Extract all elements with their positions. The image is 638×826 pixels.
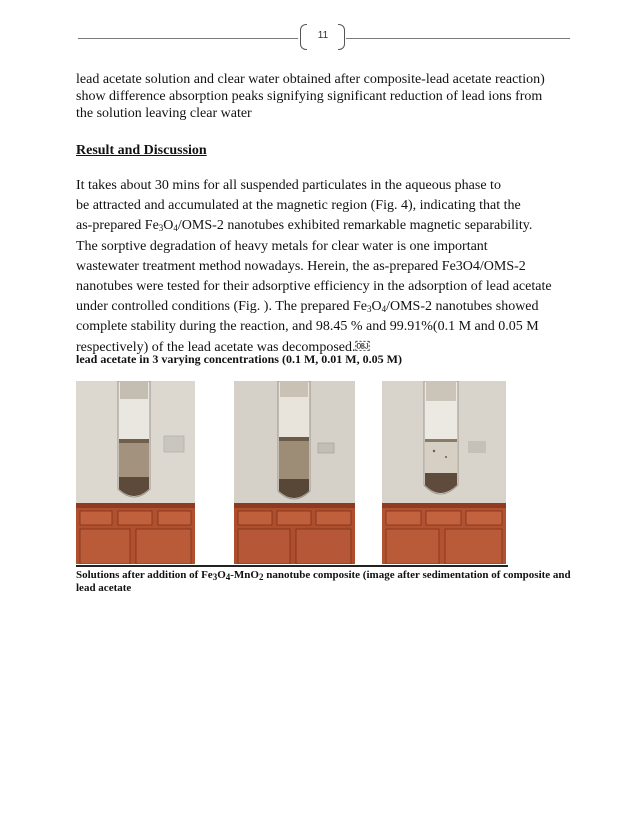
text-run: O: [371, 299, 382, 315]
subscript: 4: [225, 572, 231, 582]
body-line: respectively) of the lead acetate was decomposed.￼: [76, 339, 370, 355]
subscript: 3: [366, 304, 372, 315]
subscript: 3: [212, 572, 218, 582]
header-rule-right: [346, 38, 570, 39]
figure-bottom-caption: [76, 569, 576, 595]
header-rule-left: [78, 38, 298, 39]
text-run: /OMS-2 nanotubes exhibited remarkable magnetic separability.: [177, 218, 533, 234]
body-line: be attracted and accumulated at the magnetic region (Fig. 4), indicating that the: [76, 198, 521, 214]
intro-line: lead acetate solution and clear water obtained after composite-lead acetate reaction): [76, 72, 545, 87]
page-number-bracket-left: [300, 24, 307, 50]
photo-test-tube-2: [234, 381, 355, 564]
body-line: nanotubes were tested for their adsorptive efficiency in the adsorption of lead acetate: [76, 279, 552, 295]
subscript: 4: [381, 304, 387, 315]
photo-test-tube-1: [76, 381, 195, 564]
intro-line: the solution leaving clear water: [76, 106, 252, 121]
text-run: -MnO: [230, 569, 259, 581]
page-number-bracket-right: [338, 24, 345, 50]
body-line: It takes about 30 mins for all suspended particulates in the aqueous phase to: [76, 178, 501, 193]
body-paragraph: [76, 176, 571, 358]
intro-line: show difference absorption peaks signifying significant reduction of lead ions from: [76, 89, 543, 104]
figure-rule: [76, 565, 508, 567]
subscript: 2: [259, 572, 264, 582]
text-run: O: [163, 218, 174, 234]
text-run: Solutions after addition of Fe: [76, 569, 213, 581]
body-line: The sorptive degradation of heavy metals for clear water is one important: [76, 238, 488, 254]
page-number: 11: [317, 30, 329, 41]
section-heading: Result and Discussion: [76, 143, 207, 158]
body-line: wastewater treatment method nowadays. Herein, the as-prepared Fe3O4/OMS-2: [76, 258, 526, 274]
body-line: complete stability during the reaction, and 98.45 % and 99.91%(0.1 M and 0.05 M: [76, 319, 539, 335]
figure-top-caption: lead acetate in 3 varying concentrations (0.1 M, 0.01 M, 0.05 M): [76, 352, 402, 366]
text-run: O: [217, 569, 226, 581]
text-run: as-prepared Fe: [76, 218, 159, 234]
text-run: /OMS-2 nanotubes showed: [386, 299, 539, 315]
text-run: nanotube composite (image after sedimentation of composite and lead acetate: [76, 569, 571, 594]
subscript: 3: [158, 223, 164, 234]
subscript: 4: [173, 223, 178, 234]
photo-test-tube-3: [382, 381, 506, 564]
body-line: [76, 216, 571, 236]
text-run: under controlled conditions (Fig. ). The prepared Fe: [76, 299, 367, 315]
intro-paragraph: [76, 71, 576, 122]
body-line: [76, 297, 571, 317]
